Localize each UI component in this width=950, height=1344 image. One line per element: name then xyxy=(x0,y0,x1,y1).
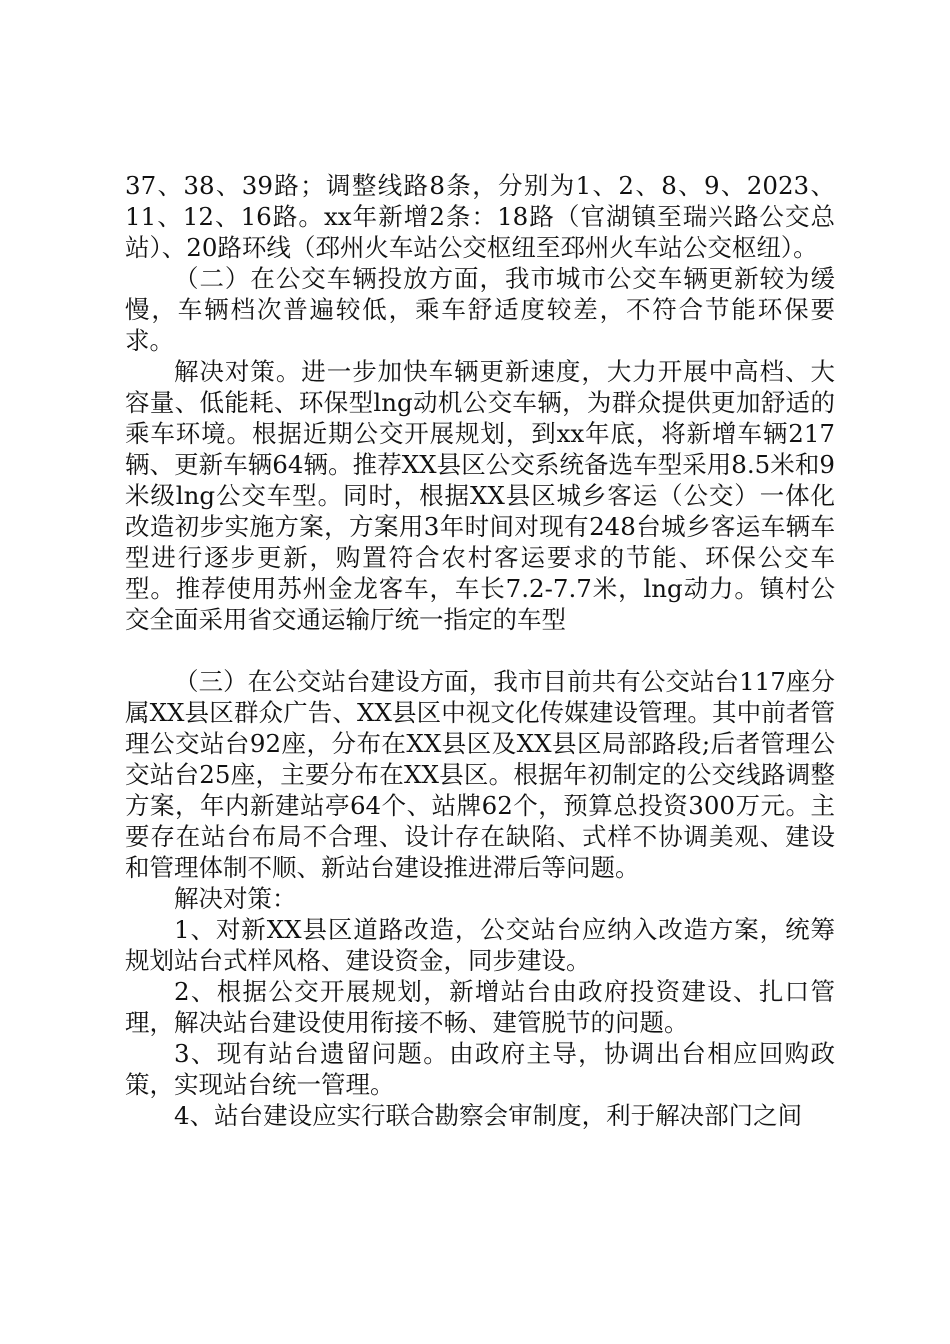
paragraph-solution-item-2: 2、根据公交开展规划，新增站台由政府投资建设、扎口管理，解决站台建设使用衔接不畅、建管脱节的问题。 xyxy=(125,977,835,1037)
paragraph-solution-item-4: 4、站台建设应实行联合勘察会审制度，利于解决部门之间 xyxy=(174,1101,803,1130)
document-body xyxy=(125,170,835,1131)
paragraph-station-issue: （三）在公交站台建设方面，我市目前共有公交站台117座分属XX县区群众广告、XX县区中视文化传媒建设管理。其中前者管理公交站台92座，分布在XX县区及XX县区局部路段;后者管理公交站台25座，主要分布在XX县区。根据年初制定的公交线路调整方案，年内新建站亭64个、站牌62个，预算总投资300万元。主要存在站台布局不合理、设计存在缺陷、式样不协调美观、建设和管理体制不顺、新站台建设推进滞后等问题。 xyxy=(125,667,835,882)
paragraph-solution-heading: 解决对策： xyxy=(174,884,297,913)
paragraph-vehicle-solution: 解决对策。进一步加快车辆更新速度，大力开展中高档、大容量、低能耗、环保型lng动机公交车辆，为群众提供更加舒适的乘车环境。根据近期公交开展规划，到xx年底，将新增车辆217辆、更新车辆64辆。推荐XX县区公交系统备选车型采用8.5米和9米级lng公交车型。同时，根据XX县区城乡客运（公交）一体化改造初步实施方案，方案用3年时间对现有248台城乡客运车辆车型进行逐步更新，购置符合农村客运要求的节能、环保公交车型。推荐使用苏州金龙客车，车长7.2-7.7米，lng动力。镇村公交全面采用省交通运输厅统一指定的车型 xyxy=(125,357,835,634)
paragraph-vehicle-issue: （二）在公交车辆投放方面，我市城市公交车辆更新较为缓慢，车辆档次普遍较低，乘车舒适度较差，不符合节能环保要求。 xyxy=(125,264,835,355)
paragraph-route-adjustment: 37、38、39路；调整线路8条，分别为1、2、8、9、2023、11、12、16路。xx年新增2条：18路（官湖镇至瑞兴路公交总站）、20路环线（邳州火车站公交枢纽至邳州火车站公交枢纽）。 xyxy=(125,171,835,262)
paragraph-gap xyxy=(125,635,835,666)
paragraph-solution-item-3: 3、现有站台遗留问题。由政府主导，协调出台相应回购政策，实现站台统一管理。 xyxy=(125,1039,835,1099)
paragraph-solution-item-1: 1、对新XX县区道路改造，公交站台应纳入改造方案，统筹规划站台式样风格、建设资金，同步建设。 xyxy=(125,915,835,975)
